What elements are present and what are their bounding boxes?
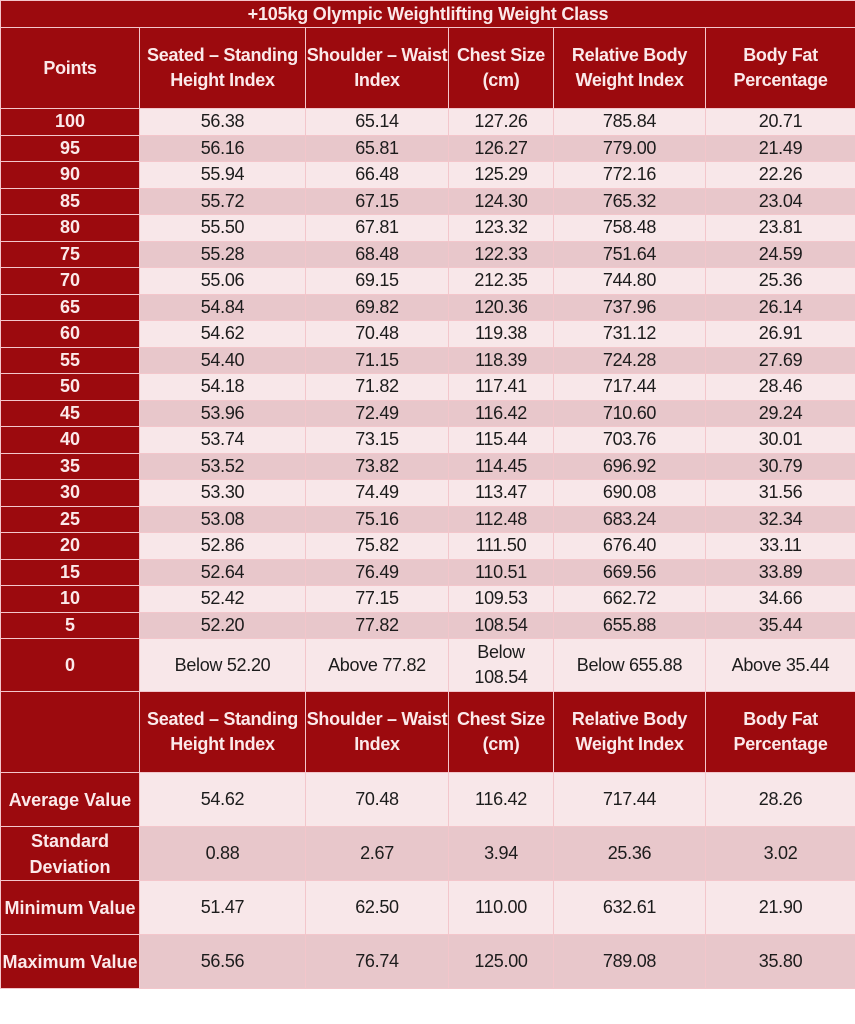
value-cell: 77.82 [306, 612, 449, 639]
value-cell: Above 77.82 [306, 639, 449, 692]
value-cell: 123.32 [449, 215, 554, 242]
header-row [1, 28, 855, 109]
column-header: Seated – Standing Height Index [140, 28, 306, 109]
value-cell: 52.20 [140, 612, 306, 639]
table-row [1, 109, 855, 136]
stat-label: Average Value [1, 773, 140, 827]
value-cell: 65.14 [306, 109, 449, 136]
stats-row [1, 773, 855, 827]
stat-value: 35.80 [706, 935, 855, 989]
value-cell: 33.89 [706, 559, 855, 586]
value-cell: 30.01 [706, 427, 855, 454]
value-cell: 23.04 [706, 188, 855, 215]
stat-value: 116.42 [449, 773, 554, 827]
stat-value: 51.47 [140, 881, 306, 935]
value-cell: 124.30 [449, 188, 554, 215]
value-cell: 68.48 [306, 241, 449, 268]
stat-value: 632.61 [554, 881, 706, 935]
stat-value: 125.00 [449, 935, 554, 989]
value-cell: 111.50 [449, 533, 554, 560]
table-row [1, 400, 855, 427]
value-cell: 731.12 [554, 321, 706, 348]
value-cell: 126.27 [449, 135, 554, 162]
value-cell: 34.66 [706, 586, 855, 613]
value-cell: 74.49 [306, 480, 449, 507]
value-cell: 669.56 [554, 559, 706, 586]
column-header: Relative Body Weight Index [554, 692, 706, 773]
points-cell: 70 [1, 268, 140, 295]
value-cell: 31.56 [706, 480, 855, 507]
value-cell: 113.47 [449, 480, 554, 507]
value-cell: 71.15 [306, 347, 449, 374]
value-cell: 110.51 [449, 559, 554, 586]
value-cell: 69.15 [306, 268, 449, 295]
points-cell: 50 [1, 374, 140, 401]
value-cell: 118.39 [449, 347, 554, 374]
value-cell: 26.14 [706, 294, 855, 321]
value-cell: 724.28 [554, 347, 706, 374]
value-cell: 109.53 [449, 586, 554, 613]
value-cell: 785.84 [554, 109, 706, 136]
stat-value: 28.26 [706, 773, 855, 827]
table-row [1, 533, 855, 560]
value-cell: 122.33 [449, 241, 554, 268]
value-cell: 66.48 [306, 162, 449, 189]
stats-row [1, 935, 855, 989]
value-cell: Above 35.44 [706, 639, 855, 692]
table-row [1, 268, 855, 295]
table-row [1, 294, 855, 321]
value-cell: 703.76 [554, 427, 706, 454]
value-cell: 29.24 [706, 400, 855, 427]
column-header: Body Fat Percentage [706, 28, 855, 109]
value-cell: 55.06 [140, 268, 306, 295]
value-cell: 751.64 [554, 241, 706, 268]
table-row [1, 162, 855, 189]
table-title: +105kg Olympic Weightlifting Weight Class [1, 1, 855, 28]
table-row [1, 480, 855, 507]
column-header: Shoulder – Waist Index [306, 692, 449, 773]
value-cell: 772.16 [554, 162, 706, 189]
points-cell: 40 [1, 427, 140, 454]
value-cell: 21.49 [706, 135, 855, 162]
points-cell: 30 [1, 480, 140, 507]
points-cell: 100 [1, 109, 140, 136]
value-cell: 20.71 [706, 109, 855, 136]
value-cell: 32.34 [706, 506, 855, 533]
value-cell: 33.11 [706, 533, 855, 560]
stat-value: 2.67 [306, 827, 449, 881]
value-cell: 779.00 [554, 135, 706, 162]
stats-row [1, 827, 855, 881]
points-cell: 90 [1, 162, 140, 189]
value-cell: 28.46 [706, 374, 855, 401]
points-cell: 60 [1, 321, 140, 348]
value-cell: 108.54 [449, 612, 554, 639]
stat-value: 54.62 [140, 773, 306, 827]
value-cell: 690.08 [554, 480, 706, 507]
table-row [1, 453, 855, 480]
table-row [1, 321, 855, 348]
column-header: Body Fat Percentage [706, 692, 855, 773]
value-cell: 212.35 [449, 268, 554, 295]
stat-value: 21.90 [706, 881, 855, 935]
value-cell: 53.08 [140, 506, 306, 533]
stat-value: 56.56 [140, 935, 306, 989]
value-cell: 73.15 [306, 427, 449, 454]
table-row [1, 612, 855, 639]
value-cell: 22.26 [706, 162, 855, 189]
value-cell: 76.49 [306, 559, 449, 586]
value-cell: Below 52.20 [140, 639, 306, 692]
stats-header-row [1, 692, 855, 773]
value-cell: 52.64 [140, 559, 306, 586]
value-cell: 77.15 [306, 586, 449, 613]
value-cell: 765.32 [554, 188, 706, 215]
value-cell: 35.44 [706, 612, 855, 639]
column-header: Seated – Standing Height Index [140, 692, 306, 773]
value-cell: 69.82 [306, 294, 449, 321]
value-cell: 54.62 [140, 321, 306, 348]
value-cell: 24.59 [706, 241, 855, 268]
value-cell: 115.44 [449, 427, 554, 454]
column-header: Relative Body Weight Index [554, 28, 706, 109]
value-cell: 125.29 [449, 162, 554, 189]
value-cell: 717.44 [554, 374, 706, 401]
value-cell: 70.48 [306, 321, 449, 348]
value-cell: 30.79 [706, 453, 855, 480]
value-cell: 71.82 [306, 374, 449, 401]
value-cell: 54.40 [140, 347, 306, 374]
value-cell: 27.69 [706, 347, 855, 374]
table-row [1, 241, 855, 268]
stat-value: 3.02 [706, 827, 855, 881]
points-cell: 20 [1, 533, 140, 560]
points-cell: 5 [1, 612, 140, 639]
value-cell: 67.81 [306, 215, 449, 242]
points-cell: 25 [1, 506, 140, 533]
stat-value: 717.44 [554, 773, 706, 827]
value-cell: 120.36 [449, 294, 554, 321]
value-cell: 55.50 [140, 215, 306, 242]
points-cell: 0 [1, 639, 140, 692]
value-cell: 744.80 [554, 268, 706, 295]
value-cell: 75.16 [306, 506, 449, 533]
value-cell: 53.30 [140, 480, 306, 507]
stat-value: 0.88 [140, 827, 306, 881]
value-cell: 26.91 [706, 321, 855, 348]
value-cell: 52.86 [140, 533, 306, 560]
value-cell: 56.16 [140, 135, 306, 162]
value-cell: 112.48 [449, 506, 554, 533]
value-cell: 75.82 [306, 533, 449, 560]
value-cell: 55.94 [140, 162, 306, 189]
value-cell: 72.49 [306, 400, 449, 427]
points-cell: 45 [1, 400, 140, 427]
table-row [1, 215, 855, 242]
stat-value: 3.94 [449, 827, 554, 881]
value-cell: 119.38 [449, 321, 554, 348]
column-header: Chest Size (cm) [449, 28, 554, 109]
points-cell: 15 [1, 559, 140, 586]
value-cell: Below 655.88 [554, 639, 706, 692]
table-row [1, 559, 855, 586]
points-cell: 75 [1, 241, 140, 268]
value-cell: 56.38 [140, 109, 306, 136]
stats-row [1, 881, 855, 935]
value-cell: 55.72 [140, 188, 306, 215]
table-row [1, 135, 855, 162]
value-cell: 662.72 [554, 586, 706, 613]
value-cell: 53.74 [140, 427, 306, 454]
value-cell: Below 108.54 [449, 639, 554, 692]
value-cell: 25.36 [706, 268, 855, 295]
value-cell: 53.52 [140, 453, 306, 480]
column-header: Shoulder – Waist Index [306, 28, 449, 109]
stat-label: Minimum Value [1, 881, 140, 935]
stat-value: 110.00 [449, 881, 554, 935]
points-cell: 95 [1, 135, 140, 162]
column-header: Chest Size (cm) [449, 692, 554, 773]
stat-value: 76.74 [306, 935, 449, 989]
value-cell: 114.45 [449, 453, 554, 480]
points-cell: 55 [1, 347, 140, 374]
value-cell: 65.81 [306, 135, 449, 162]
table-row [1, 374, 855, 401]
table-row [1, 639, 855, 692]
value-cell: 73.82 [306, 453, 449, 480]
stat-label: Maximum Value [1, 935, 140, 989]
points-cell: 65 [1, 294, 140, 321]
stat-label: Standard Deviation [1, 827, 140, 881]
stat-value: 70.48 [306, 773, 449, 827]
value-cell: 655.88 [554, 612, 706, 639]
value-cell: 710.60 [554, 400, 706, 427]
value-cell: 67.15 [306, 188, 449, 215]
value-cell: 23.81 [706, 215, 855, 242]
value-cell: 53.96 [140, 400, 306, 427]
value-cell: 116.42 [449, 400, 554, 427]
table-row [1, 188, 855, 215]
header-points: Points [1, 28, 140, 109]
stat-value: 25.36 [554, 827, 706, 881]
value-cell: 683.24 [554, 506, 706, 533]
value-cell: 696.92 [554, 453, 706, 480]
value-cell: 54.84 [140, 294, 306, 321]
value-cell: 127.26 [449, 109, 554, 136]
header-points [1, 692, 140, 773]
value-cell: 55.28 [140, 241, 306, 268]
value-cell: 54.18 [140, 374, 306, 401]
value-cell: 676.40 [554, 533, 706, 560]
value-cell: 758.48 [554, 215, 706, 242]
points-cell: 85 [1, 188, 140, 215]
table-row [1, 427, 855, 454]
table-row [1, 586, 855, 613]
value-cell: 52.42 [140, 586, 306, 613]
table-row [1, 506, 855, 533]
stat-value: 62.50 [306, 881, 449, 935]
points-cell: 80 [1, 215, 140, 242]
value-cell: 117.41 [449, 374, 554, 401]
value-cell: 737.96 [554, 294, 706, 321]
points-cell: 10 [1, 586, 140, 613]
table-row [1, 347, 855, 374]
points-cell: 35 [1, 453, 140, 480]
stat-value: 789.08 [554, 935, 706, 989]
